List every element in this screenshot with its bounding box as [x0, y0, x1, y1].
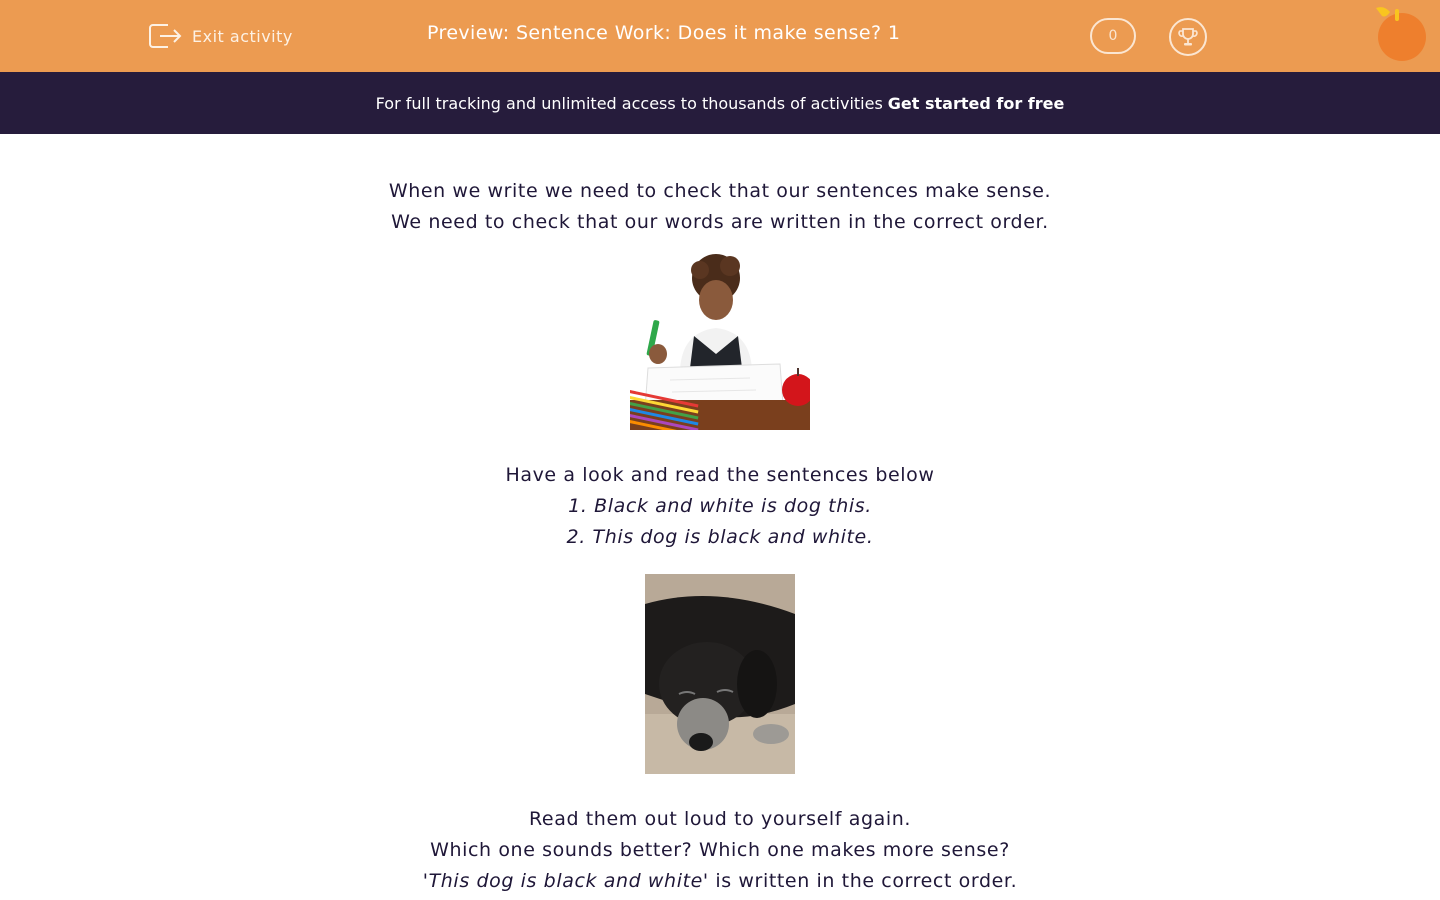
get-started-link[interactable]: Get started for free: [887, 93, 1065, 113]
exit-icon: [148, 21, 182, 51]
logo-icon: [1374, 4, 1430, 62]
prompt-text: Have a look and read the sentences below: [505, 464, 935, 486]
exit-activity-label: Exit activity: [192, 26, 293, 46]
top-bar: [0, 0, 1440, 72]
banner-text: For full tracking and unlimited access to thousands of activities: [375, 93, 883, 113]
dog-image: [645, 574, 795, 774]
intro-line-2: We need to check that our words are written in the correct order.: [391, 211, 1049, 233]
sentence-2: 2. This dog is black and white.: [566, 526, 874, 548]
sentence-1: 1. Black and white is dog this.: [568, 495, 872, 517]
outro-line-1: Read them out loud to yourself again.: [528, 808, 912, 830]
intro-line-1: When we write we need to check that our sentences make sense.: [388, 180, 1052, 202]
outro-line-2: Which one sounds better? Which one makes more sense?: [430, 839, 1010, 861]
question-content: [0, 176, 1440, 897]
conclusion-quote: 'This dog is black and white': [422, 870, 709, 892]
child-writing-image: [630, 250, 810, 430]
exit-activity-button[interactable]: [148, 20, 293, 52]
trophy-button[interactable]: [1169, 18, 1207, 56]
conclusion-line: [0, 866, 1440, 897]
conclusion-rest: is written in the correct order.: [708, 870, 1018, 892]
score-counter: 0: [1090, 18, 1136, 54]
signup-banner: [0, 72, 1440, 134]
page-title: Preview: Sentence Work: Does it make sense? 1: [427, 22, 901, 44]
trophy-icon: [1177, 26, 1199, 48]
